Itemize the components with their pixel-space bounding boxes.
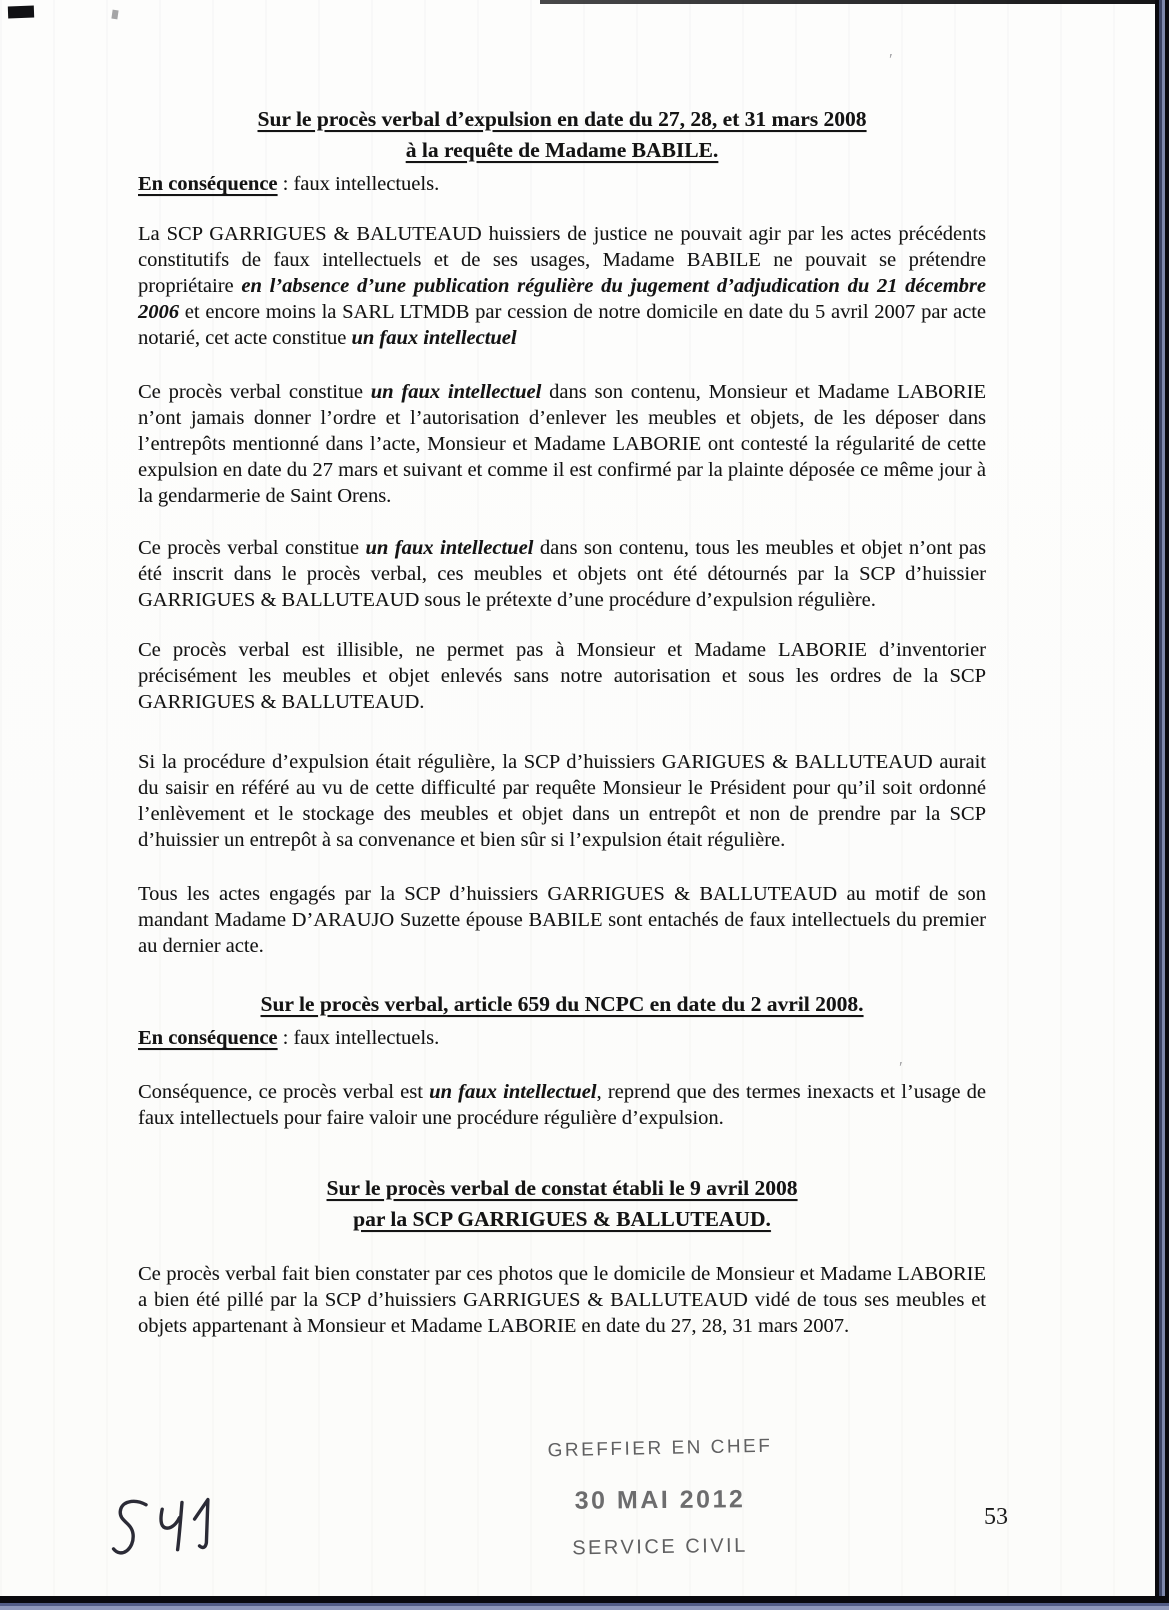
section-2-consequence — [138, 1025, 986, 1051]
handwritten-541-strokes — [102, 1490, 235, 1569]
text-run: dans son contenu, Monsieur et Madame LABORIE n’ont jamais donner l’ordre et l’autorisation d’enlever les meubles et objets, de les déposer dans l’entrepôts mentionné dans l’acte, Monsieur et Madame LABORIE ont contesté la régularité de cette expulsion en date du 27 mars et suivant et comme il est confirmé par la plainte déposée ce même jour à la gendarmerie de Saint Orens. — [138, 381, 986, 507]
text-run: Ce procès verbal est illisible, ne permet pas à Monsieur et Madame LABORIE d’inventorier précisément les meubles et objet enlevés sans notre autorisation et sous les ordres de la SCP GARRIGUES & BALLUTEAUD. — [138, 639, 986, 713]
scan-edge-bottom — [0, 1596, 1169, 1610]
section-2-heading-line-1: Sur le procès verbal, article 659 du NCPC en date du 2 avril 2008. — [260, 992, 864, 1016]
section-1-heading — [138, 0, 986, 166]
scan-edge-right — [1155, 0, 1169, 1610]
scan-speck: ʹ — [899, 1058, 903, 1077]
text-run: un faux intellectuel — [365, 537, 534, 559]
section-2-heading — [138, 989, 986, 1020]
text-run: en l’absence d’une publication régulière du jugement d’adjudication du 21 décembre 2006 — [138, 275, 986, 323]
paragraph-7 — [138, 1079, 986, 1131]
consequence-text: : faux intellectuels. — [277, 173, 440, 195]
text-run: Conséquence, ce procès verbal est — [138, 1081, 430, 1103]
text-run: , reprend que des termes inexacts et l’usage de faux intellectuels pour faire valoir une procédure régulière d’expulsion. — [138, 1081, 986, 1129]
text-run: La SCP GARRIGUES & BALUTEAUD huissiers de justice ne pouvait agir par les actes précédents constitutifs de faux intellectuels et de ses usages, Madame BABILE ne pouvait se prétendre propriétaire — [138, 223, 986, 297]
section-1-heading-line-2: à la requête de Madame BABILE. — [405, 138, 719, 162]
text-run: Ce procès verbal constitue — [138, 537, 366, 559]
document-body — [138, 0, 986, 1339]
stamp-date-line: 30 MAI 2012 — [574, 1485, 746, 1515]
paragraph-2 — [138, 379, 986, 509]
stamp-service-line: SERVICE CIVIL — [572, 1534, 748, 1560]
consequence-label: En conséquence — [138, 173, 278, 195]
text-run: Tous les actes engagés par la SCP d’huissiers GARRIGUES & BALLUTEAUD au motif de son mandant Madame D’ARAUJO Suzette épouse BABILE sont entachés de faux intellectuels du premier au dernier acte. — [138, 883, 986, 957]
paragraph-8 — [138, 1261, 986, 1339]
page-number: 53 — [984, 1504, 1008, 1530]
scan-corner-artifact — [8, 6, 34, 19]
text-run: Ce procès verbal fait bien constater par ces photos que le domicile de Monsieur et Madame LABORIE a bien été pillé par la SCP d’huissiers GARRIGUES & BALLUTEAUD vidé de tous ses meubles et objets appartenant à Monsieur et Madame LABORIE en date du 27, 28, 31 mars 2007. — [138, 1263, 986, 1337]
stamp-office-line: GREFFIER EN CHEF — [547, 1435, 773, 1462]
scan-edge-top — [540, 0, 1160, 4]
paragraph-6 — [138, 881, 986, 959]
handwritten-number — [102, 1490, 235, 1574]
consequence-label: En conséquence — [138, 1027, 278, 1049]
text-run: un faux intellectuel — [429, 1081, 597, 1103]
scan-speck — [111, 10, 118, 20]
text-run: un faux intellectuel — [351, 327, 517, 349]
paragraph-1 — [138, 221, 986, 351]
text-run: un faux intellectuel — [370, 381, 542, 403]
section-3-heading-line-2: par la SCP GARRIGUES & BALLUTEAUD. — [353, 1207, 771, 1231]
text-run: et encore moins la SARL LTMDB par cession de notre domicile en date du 5 avril 2007 par acte notarié, cet acte constitue — [138, 301, 986, 349]
section-1-heading-line-1: Sur le procès verbal d’expulsion en date du 27, 28, et 31 mars 2008 — [257, 107, 867, 131]
text-run: Si la procédure d’expulsion était régulière, la SCP d’huissiers GARIGUES & BALLUTEAUD aurait du saisir en référé au vu de cette difficulté par requête Monsieur le Président pour qu’il soit ordonné l’enlèvement et le stockage des meubles et objet dans un entrepôt et non de prendre par la SCP d’huissier un entrepôt à sa convenance et bien sûr si l’expulsion était régulière. — [138, 751, 986, 851]
section-1-consequence — [138, 171, 986, 197]
scan-speck: ʹ — [889, 50, 893, 69]
text-run: dans son contenu, tous les meubles et objet n’ont pas été inscrit dans le procès verbal, ces meubles et objets ont été détournés par la SCP d’huissier GARRIGUES & BALLUTEAUD sous le prétexte d’une procédure d’expulsion régulière. — [138, 537, 987, 611]
section-3-heading-line-1: Sur le procès verbal de constat établi le 9 avril 2008 — [326, 1176, 798, 1200]
paragraph-5 — [138, 749, 986, 853]
paragraph-4 — [138, 637, 986, 715]
consequence-text: : faux intellectuels. — [277, 1027, 440, 1049]
registry-stamp — [529, 1435, 791, 1560]
text-run: Ce procès verbal constitue — [138, 381, 371, 403]
section-3-heading — [138, 1173, 986, 1235]
paragraph-3 — [138, 535, 986, 613]
